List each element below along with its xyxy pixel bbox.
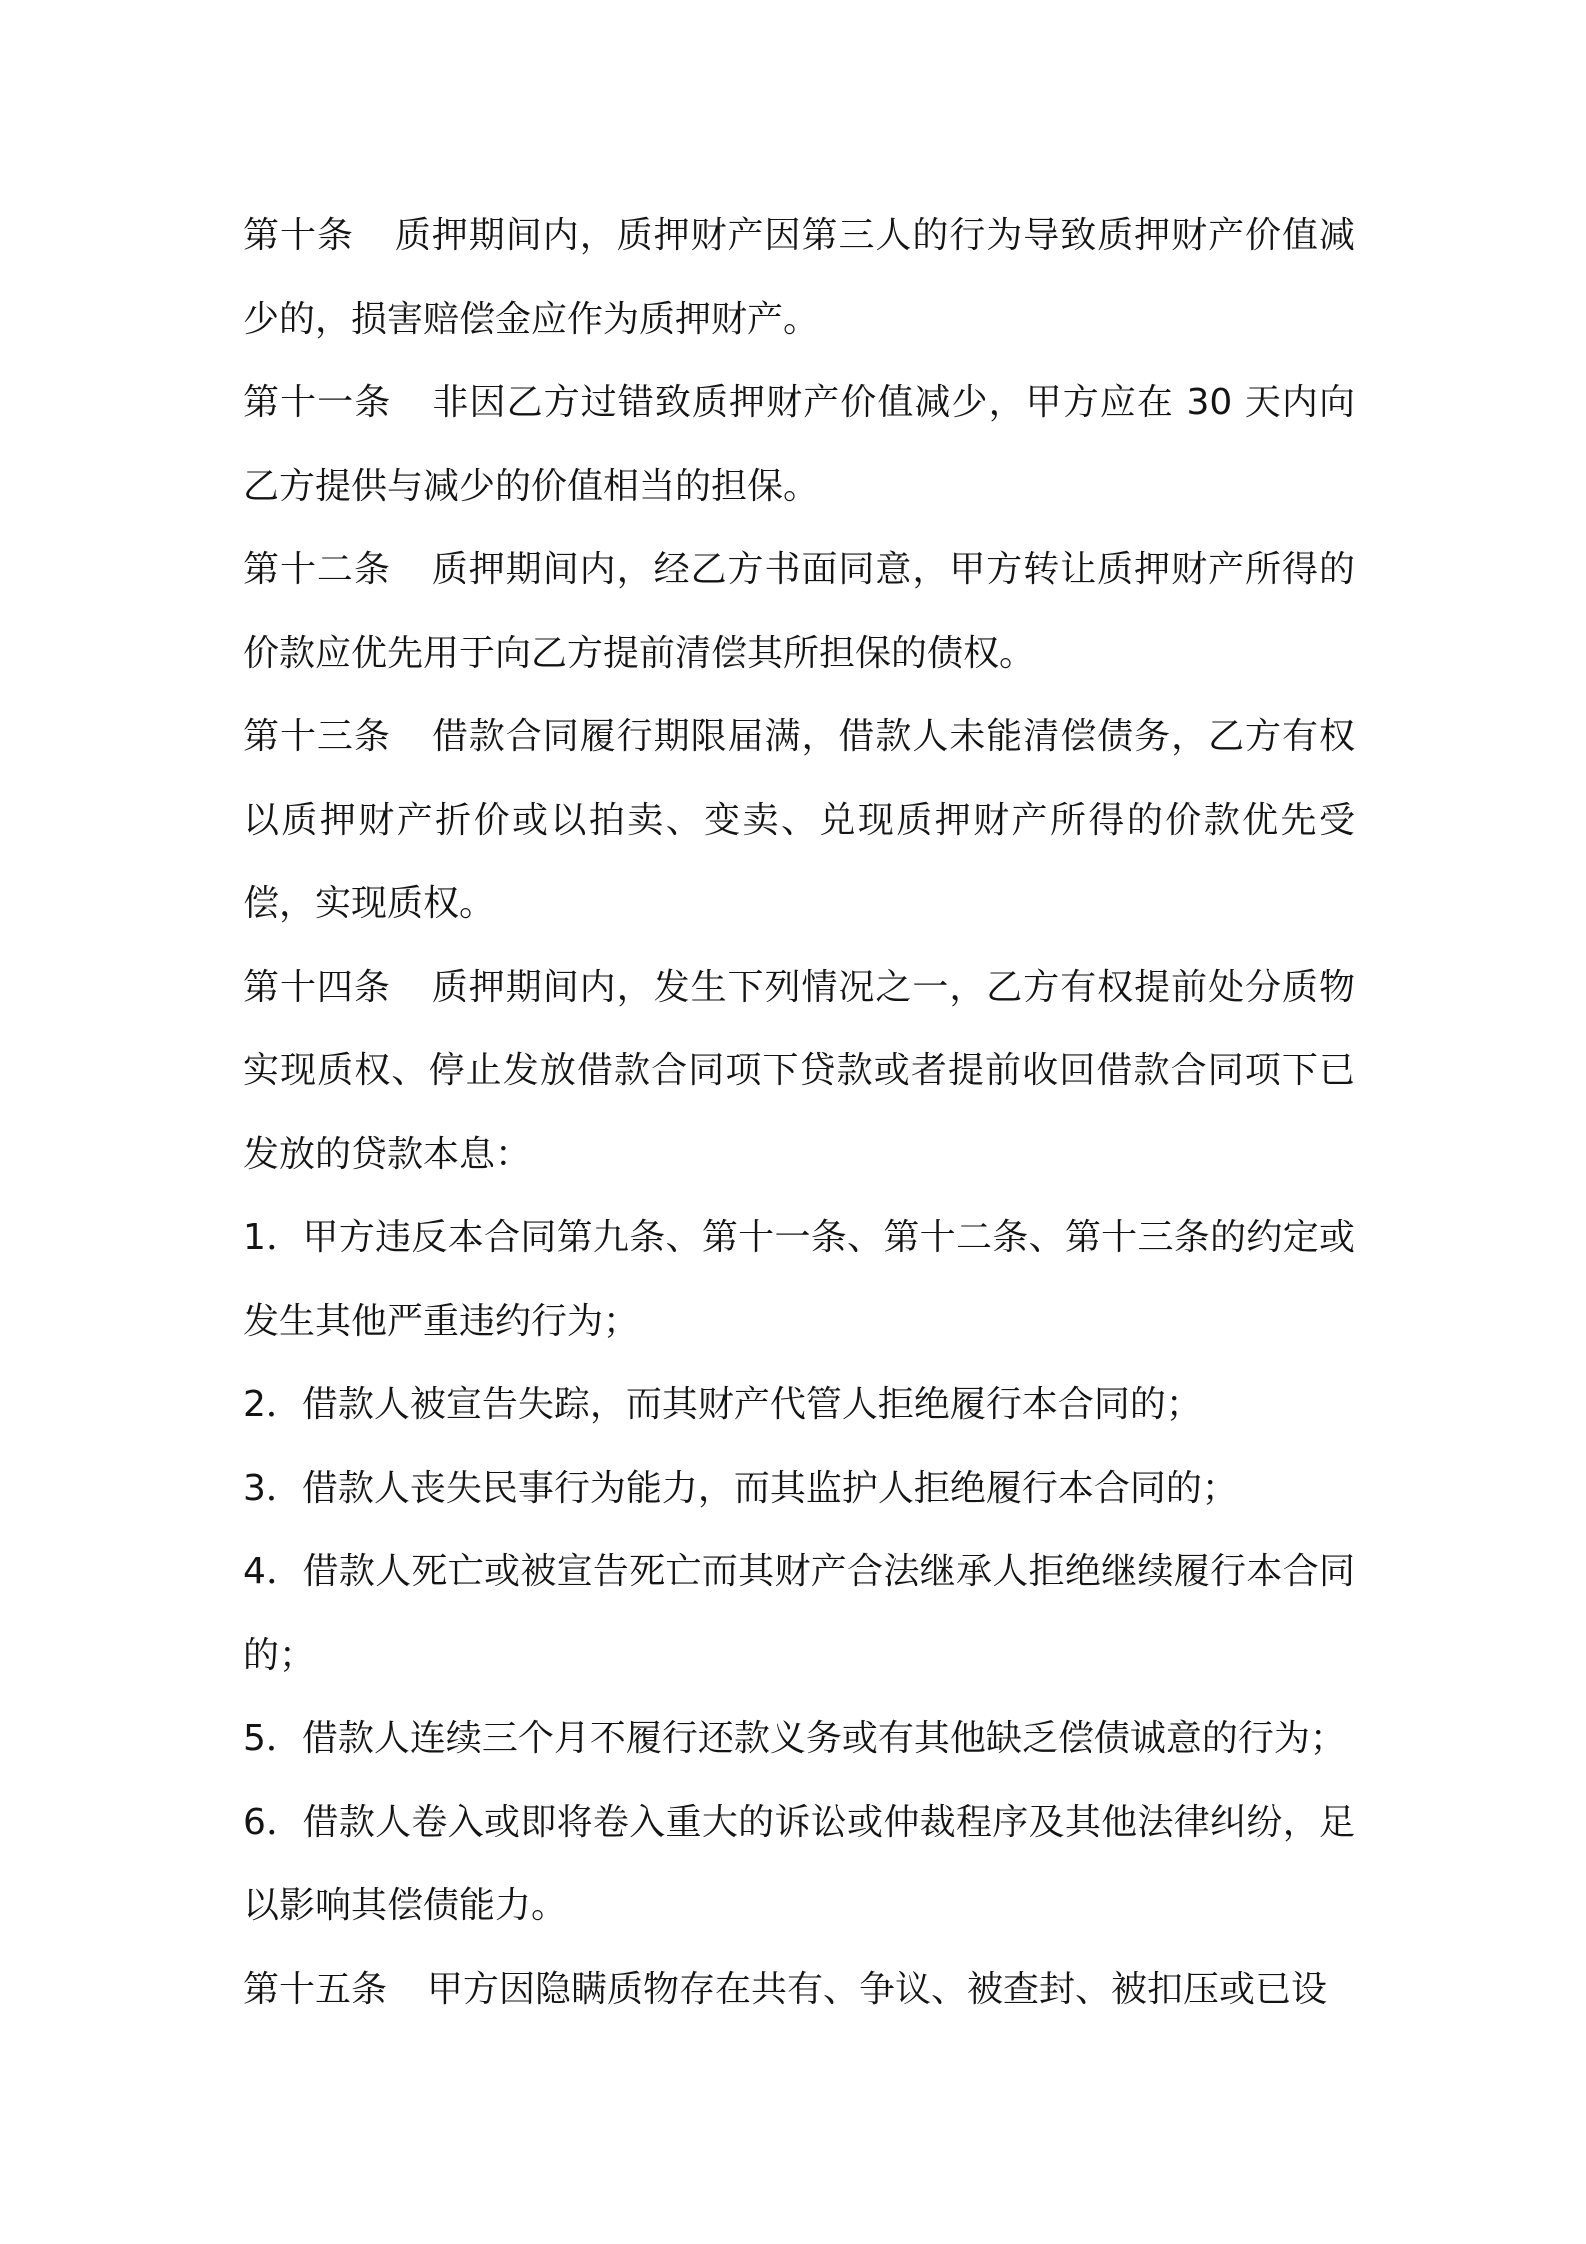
article-text: 质押期间内，质押财产因第三人的行为导致质押财产价值减少的，损害赔偿金应作为质押财产。 — [243, 215, 1355, 340]
list-item-2 — [243, 1363, 1355, 1447]
article-15 — [243, 1948, 1355, 2032]
article-heading: 第十条 — [243, 215, 354, 256]
article-14 — [243, 946, 1355, 1197]
list-item-5 — [243, 1697, 1355, 1781]
list-item-text: 6．借款人卷入或即将卷入重大的诉讼或仲裁程序及其他法律纠纷，足以影响其偿债能力。 — [243, 1801, 1355, 1926]
contract-page-body — [243, 194, 1355, 2031]
article-heading: 第十四条 — [243, 966, 391, 1008]
article-text: 非因乙方过错致质押财产价值减少，甲方应在 30 天内向乙方提供与减少的价值相当的担保。 — [243, 382, 1355, 507]
article-heading: 第十五条 — [243, 1968, 388, 2010]
article-13 — [243, 695, 1355, 946]
article-text: 借款合同履行期限届满，借款人未能清偿债务，乙方有权以质押财产折价或以拍卖、变卖、兑现质押财产所得的价款优先受偿，实现质权。 — [243, 716, 1355, 924]
list-item-4 — [243, 1530, 1355, 1697]
list-item-text: 2．借款人被宣告失踪，而其财产代管人拒绝履行本合同的； — [243, 1384, 1202, 1425]
list-item-text: 4．借款人死亡或被宣告死亡而其财产合法继承人拒绝继续履行本合同的； — [243, 1551, 1355, 1676]
article-text: 质押期间内，经乙方书面同意，甲方转让质押财产所得的价款应优先用于向乙方提前清偿其所担保的债权。 — [243, 549, 1355, 674]
article-heading: 第十一条 — [243, 382, 392, 423]
article-heading: 第十三条 — [243, 716, 391, 757]
article-heading: 第十二条 — [243, 549, 391, 590]
list-item-text: 3．借款人丧失民事行为能力，而其监护人拒绝履行本合同的； — [243, 1467, 1238, 1509]
list-item-1 — [243, 1196, 1355, 1363]
list-item-text: 5．借款人连续三个月不履行还款义务或有其他缺乏偿债诚意的行为； — [243, 1718, 1346, 1759]
article-text: 质押期间内，发生下列情况之一，乙方有权提前处分质物实现质权、停止发放借款合同项下贷款或者提前收回借款合同项下已发放的贷款本息： — [243, 966, 1355, 1175]
article-text: 甲方因隐瞒质物存在共有、争议、被查封、被扣压或已设 — [427, 1968, 1328, 2010]
article-10 — [243, 194, 1355, 361]
list-item-3 — [243, 1447, 1355, 1531]
list-item-6 — [243, 1781, 1355, 1948]
list-item-text: 1．甲方违反本合同第九条、第十一条、第十二条、第十三条的约定或发生其他严重违约行为； — [243, 1217, 1355, 1342]
article-11 — [243, 361, 1355, 528]
article-12 — [243, 528, 1355, 695]
